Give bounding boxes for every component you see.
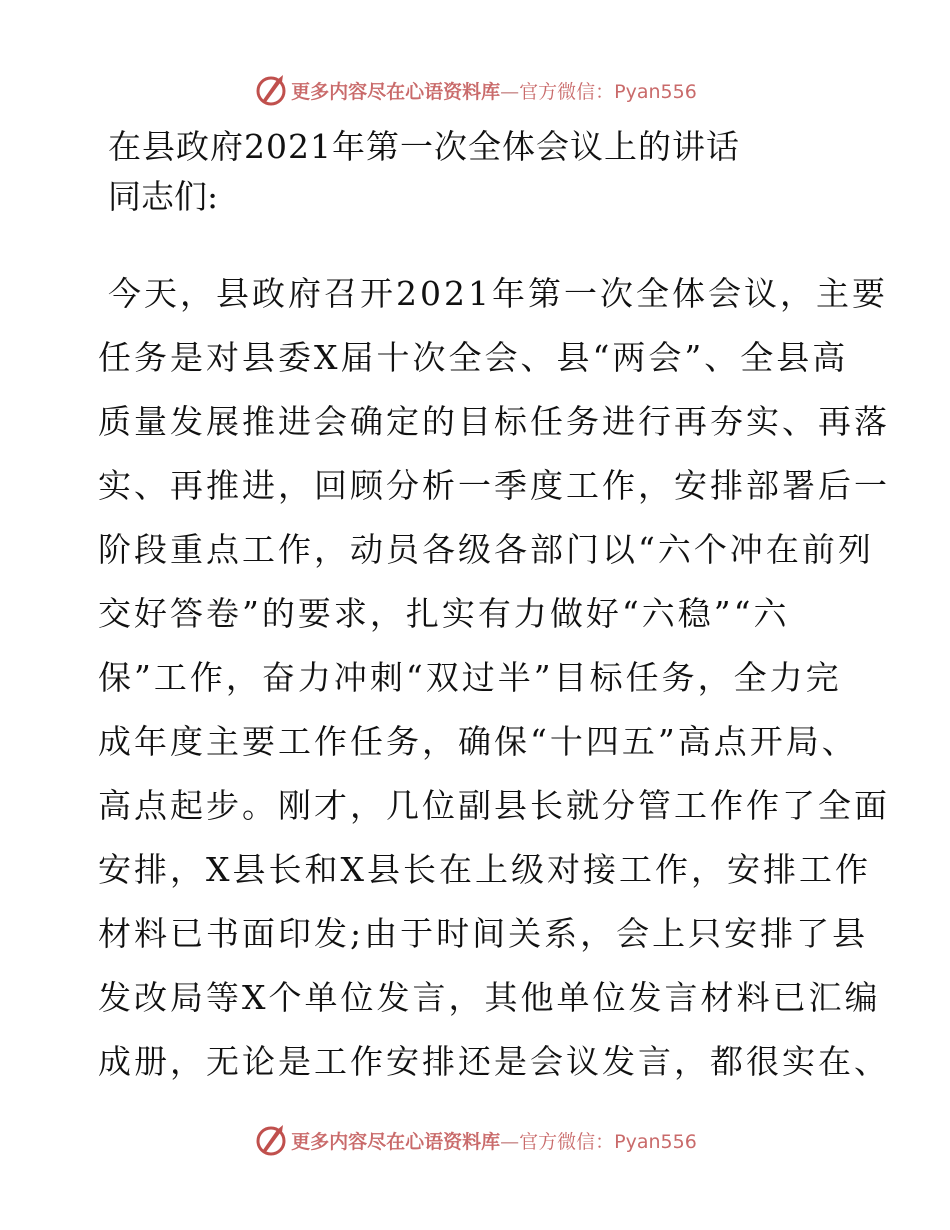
paragraph-line: 成年度主要工作任务，确保“十四五”高点开局、 — [98, 722, 858, 761]
paragraph-line: 质量发展推进会确定的目标任务进行再夯实、再落 — [98, 402, 890, 441]
paragraph-line: 交好答卷”的要求，扎实有力做好“六稳”“六 — [98, 594, 790, 633]
watermark-wechat: 官方微信：Pyan556 — [519, 1130, 697, 1153]
speech-paragraph — [98, 262, 890, 1094]
paragraph-line: 材料已书面印发;由于时间关系，会上只安排了县 — [98, 914, 869, 953]
document-title: 在县政府2021年第一次全体会议上的讲话 — [108, 127, 740, 166]
quill-logo-icon — [253, 1122, 289, 1158]
watermark-text — [291, 77, 697, 104]
quill-logo-icon — [253, 72, 289, 108]
paragraph-line: 今天，县政府召开2021年第一次全体会议，主要 — [108, 274, 888, 313]
paragraph-line: 阶段重点工作，动员各级各部门以“六个冲在前列 — [98, 530, 874, 569]
paragraph-line: 任务是对县委X届十次全会、县“两会”、全县高 — [98, 338, 849, 377]
watermark-separator: — — [500, 1130, 520, 1153]
header-watermark — [0, 68, 950, 112]
paragraph-line: 发改局等X个单位发言，其他单位发言材料已汇编 — [98, 978, 881, 1017]
footer-watermark — [0, 1118, 950, 1162]
watermark-wechat: 官方微信：Pyan556 — [519, 80, 697, 103]
paragraph-line: 实、再推进，回顾分析一季度工作，安排部署后一 — [98, 466, 890, 505]
watermark-brand: 更多内容尽在心语资料库 — [291, 1130, 501, 1153]
watermark-brand: 更多内容尽在心语资料库 — [291, 80, 501, 103]
watermark-separator: — — [500, 80, 520, 103]
paragraph-line: 成册，无论是工作安排还是会议发言，都很实在、 — [98, 1042, 890, 1081]
watermark-text — [291, 1127, 697, 1154]
paragraph-line: 安排，X县长和X县长在上级对接工作，安排工作 — [98, 850, 871, 889]
greeting: 同志们: — [108, 177, 219, 216]
paragraph-line: 保”工作，奋力冲刺“双过半”目标任务，全力完 — [98, 658, 842, 697]
paragraph-line: 高点起步。刚才，几位副县长就分管工作作了全面 — [98, 786, 890, 825]
